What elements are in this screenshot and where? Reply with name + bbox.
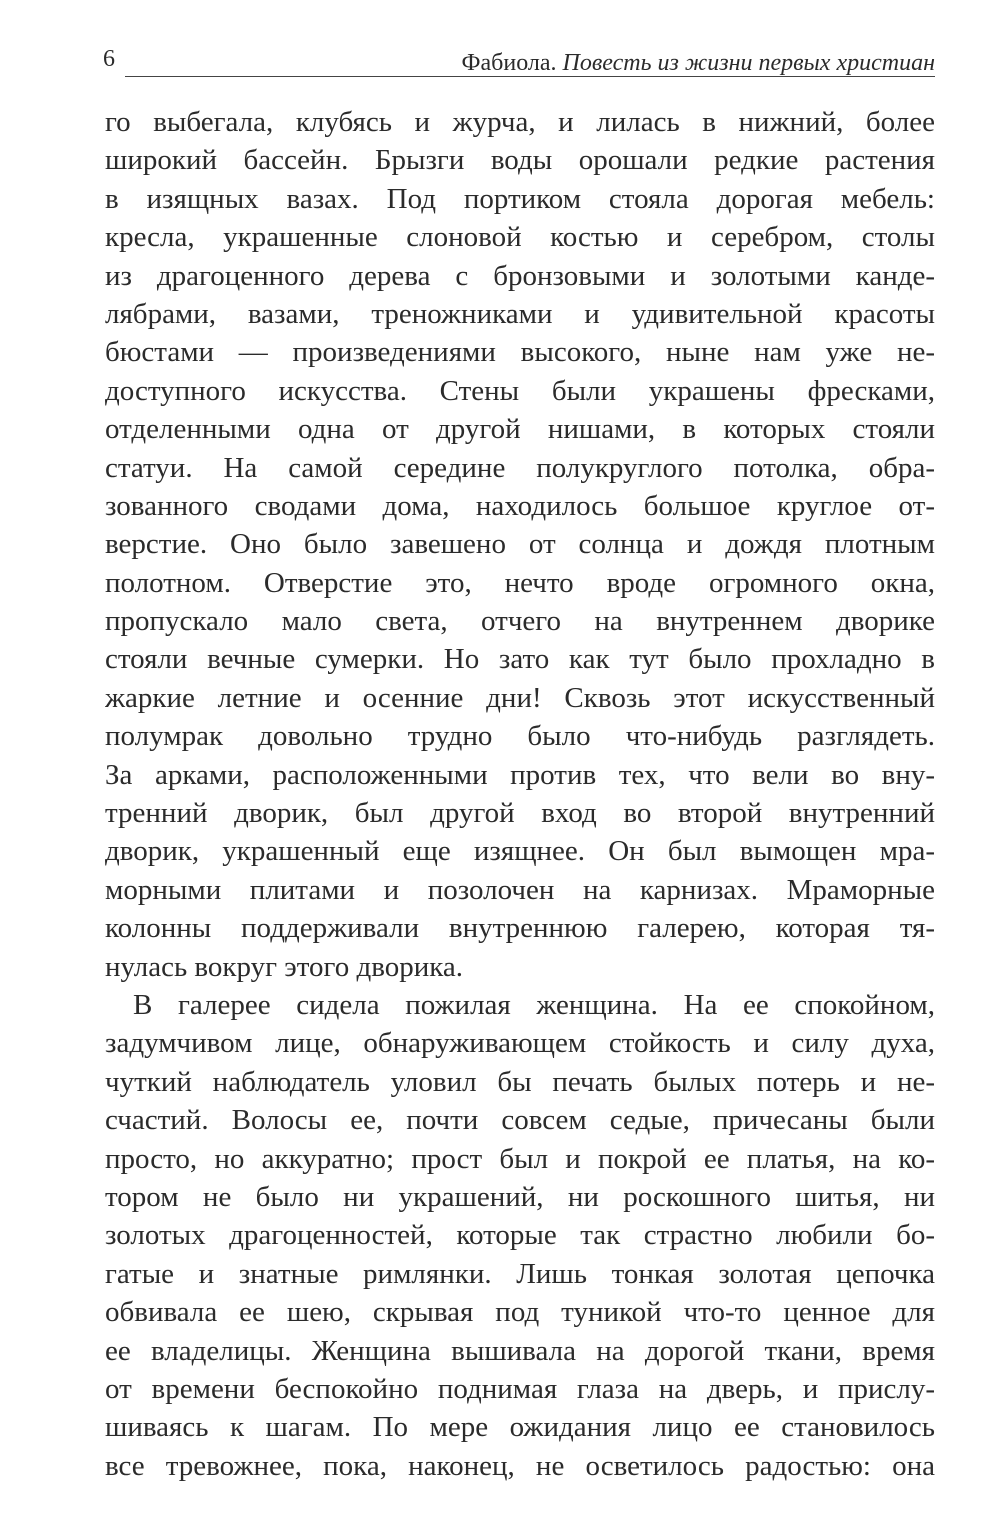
paragraph (105, 103, 935, 986)
text-line: тренний дворик, был другой вход во второй внутренний (105, 797, 935, 830)
page-number: 6 (103, 46, 115, 72)
text-line: го выбегала, клубясь и журча, и лилась в нижний, более (105, 106, 935, 138)
text-line: кресла, украшенные слоновой костью и серебром, столы (105, 221, 935, 254)
text-line: чуткий наблюдатель уловил бы печать былых потерь и не- (105, 1065, 935, 1098)
text-line: полумрак довольно трудно было что-нибудь разглядеть. (105, 720, 935, 753)
running-title (462, 48, 935, 78)
text-line: В галерее сидела пожилая женщина. На ее спокойном, (133, 988, 935, 1021)
text-line: ее владелицы. Женщина вышивала на дорогой ткани, время (105, 1334, 935, 1367)
text-line: задумчивом лице, обнаруживающем стойкость и силу духа, (105, 1027, 935, 1060)
text-line: лябрами, вазами, треножниками и удивительной красоты (105, 297, 935, 330)
text-line: дворик, украшенный еще изящнее. Он был вымощен мра- (105, 835, 935, 868)
text-line: тором не было ни украшений, ни роскошного шитья, ни (105, 1180, 935, 1213)
text-line: гатые и знатные римлянки. Лишь тонкая золотая цепочка (105, 1257, 935, 1290)
text-line: из драгоценного дерева с бронзовыми и золотыми канде- (105, 259, 935, 292)
text-line: просто, но аккуратно; прост был и покрой ее платья, на ко- (105, 1142, 935, 1175)
text-line: полотном. Отверстие это, нечто вроде огромного окна, (105, 566, 935, 599)
text-line: отделенными одна от другой нишами, в которых стояли (105, 413, 935, 446)
text-line: колонны поддерживали внутреннюю галерею, которая тя- (105, 912, 935, 945)
book-subtitle: Повесть из жизни первых христиан (562, 50, 935, 76)
text-line: За арками, расположенными против тех, что вели во вну- (105, 758, 935, 791)
text-line: морными плитами и позолочен на карнизах. Мраморные (105, 873, 935, 906)
text-line: верстие. Оно было завешено от солнца и дождя плотным (105, 528, 935, 561)
text-line: стояли вечные сумерки. Но зато как тут было прохладно в (105, 643, 935, 676)
text-line: бюстами — произведениями высокого, ныне нам уже не- (105, 336, 935, 369)
text-line: шиваясь к шагам. По мере ожидания лицо ее становилось (105, 1411, 935, 1444)
text-line: жаркие летние и осенние дни! Сквозь этот искусственный (105, 681, 935, 714)
text-line: все тревожнее, пока, наконец, не осветилось радостью: она (105, 1449, 935, 1482)
paragraph (105, 986, 935, 1485)
text-line: доступного искусства. Стены были украшены фресками, (105, 374, 935, 407)
text-line: широкий бассейн. Брызги воды орошали редкие растения (105, 144, 935, 177)
header-rule (125, 76, 935, 77)
text-line: пропускало мало света, отчего на внутреннем дворике (105, 605, 935, 638)
running-header (103, 44, 935, 80)
text-line: счастий. Волосы ее, почти совсем седые, причесаны были (105, 1104, 935, 1137)
text-line: в изящных вазах. Под портиком стояла дорогая мебель: (105, 182, 935, 215)
text-line: от времени беспокойно поднимая глаза на дверь, и прислу- (105, 1372, 935, 1405)
text-line: обвивала ее шею, скрывая под туникой что-то ценное для (105, 1296, 935, 1329)
text-line: нулась вокруг этого дворика. (105, 950, 463, 983)
book-title: Фабиола. (461, 50, 557, 76)
text-line: зованного сводами дома, находилось большое круглое от- (105, 489, 935, 522)
body-text (105, 103, 935, 1485)
text-line: золотых драгоценностей, которые так страстно любили бо- (105, 1219, 935, 1252)
text-line: статуи. На самой середине полукруглого потолка, обра- (105, 451, 935, 484)
